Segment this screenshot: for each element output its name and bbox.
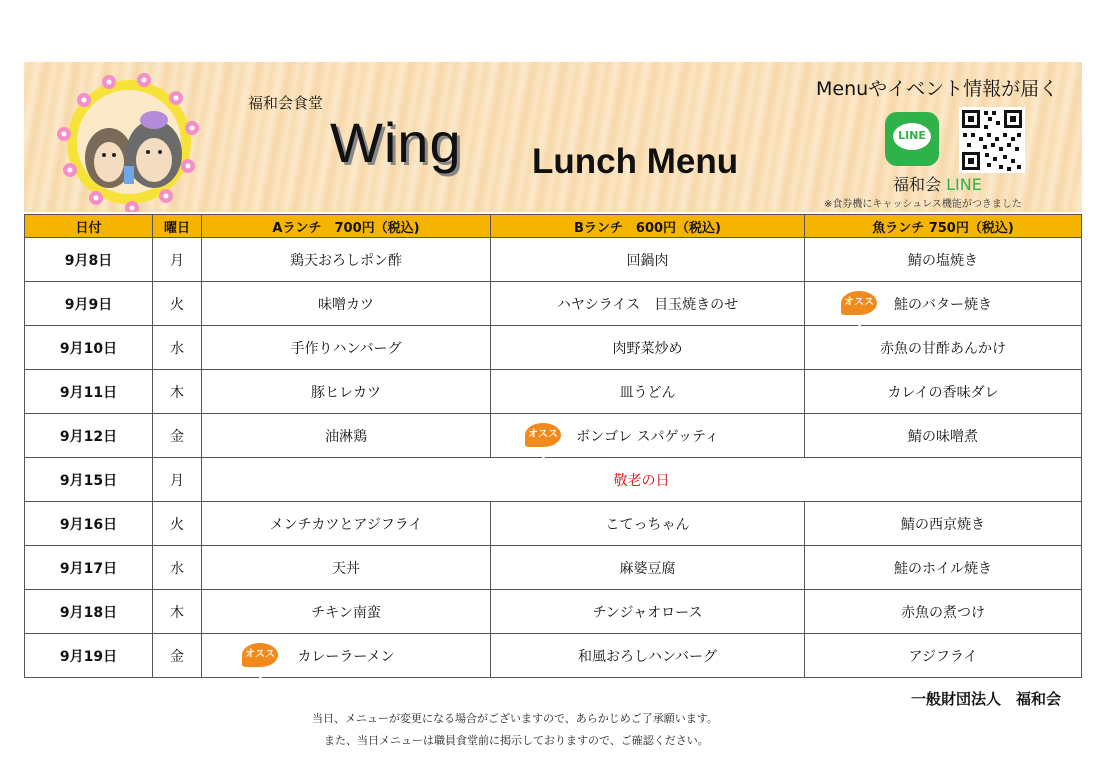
weekday-cell: 木 — [153, 370, 202, 414]
date-cell: 9月18日 — [25, 590, 153, 634]
weekday-cell: 水 — [153, 546, 202, 590]
cashless-note: ※食券機にキャッシュレス機能がつきました — [824, 199, 1022, 210]
fish-lunch-cell: カレイの香味ダレ — [805, 370, 1082, 414]
a-lunch-text: カレーラーメン — [297, 648, 395, 665]
lunch-menu-table — [24, 214, 1082, 684]
footer-note-change: 当日、メニューが変更になる場合がございますので、あらかじめご了承願います。 — [312, 712, 718, 725]
a-lunch-cell: 天丼 — [202, 546, 491, 590]
table-row — [25, 590, 1082, 634]
table-row — [25, 502, 1082, 546]
table-row-holiday — [25, 458, 1082, 502]
header-b-lunch: Bランチ 600円（税込) — [491, 215, 805, 238]
date-cell: 9月9日 — [25, 282, 153, 326]
line-caption — [893, 172, 982, 195]
b-lunch-cell: 回鍋肉 — [491, 238, 805, 282]
table-row — [25, 546, 1082, 590]
b-lunch-cell: ハヤシライス 目玉焼きのせ — [491, 282, 805, 326]
fish-lunch-cell: 鯖の塩焼き — [805, 238, 1082, 282]
b-lunch-cell: 麻婆豆腐 — [491, 546, 805, 590]
b-lunch-cell — [491, 414, 805, 464]
org-name-small: 福和会食堂 — [248, 94, 324, 112]
header-date: 日付 — [25, 215, 153, 238]
header-weekday: 曜日 — [153, 215, 202, 238]
fish-lunch-cell: 赤魚の甘酢あんかけ — [805, 326, 1082, 370]
a-lunch-cell: メンチカツとアジフライ — [202, 502, 491, 546]
fish-lunch-cell: アジフライ — [805, 634, 1082, 678]
date-cell: 9月15日 — [25, 458, 153, 502]
weekday-cell: 金 — [153, 414, 202, 458]
table-header-row — [25, 215, 1082, 238]
b-lunch-cell: こてっちゃん — [491, 502, 805, 546]
table-row — [25, 370, 1082, 414]
fish-lunch-cell: 鯖の味噌煮 — [805, 414, 1082, 458]
a-lunch-cell — [202, 634, 491, 684]
fish-lunch-cell: 鯖の西京焼き — [805, 502, 1082, 546]
b-lunch-cell: 皿うどん — [491, 370, 805, 414]
holiday-cell: 敬老の日 — [202, 458, 1082, 502]
date-cell: 9月8日 — [25, 238, 153, 282]
header-fish-lunch: 魚ランチ 750円（税込) — [805, 215, 1082, 238]
recommend-badge-icon: オススメ — [841, 291, 877, 315]
fish-lunch-cell: 鮭のホイル焼き — [805, 546, 1082, 590]
a-lunch-cell: 手作りハンバーグ — [202, 326, 491, 370]
line-caption-prefix: 福和会 — [893, 175, 947, 194]
qr-code-icon — [959, 107, 1025, 173]
date-cell: 9月16日 — [25, 502, 153, 546]
recommend-badge-icon: オススメ — [525, 423, 561, 447]
fish-lunch-text: 鮭のバター焼き — [894, 296, 992, 313]
a-lunch-cell: 豚ヒレカツ — [202, 370, 491, 414]
footer-note-posting: また、当日メニューは職員食堂前に掲示しておりますので、ご確認ください。 — [324, 734, 709, 747]
a-lunch-cell: 鶏天おろしポン酢 — [202, 238, 491, 282]
b-lunch-cell: チンジャオロース — [491, 590, 805, 634]
weekday-cell: 金 — [153, 634, 202, 678]
fish-lunch-cell — [805, 282, 1082, 332]
weekday-cell: 月 — [153, 458, 202, 502]
hedgehog-wreath-illustration — [54, 70, 204, 212]
date-cell: 9月10日 — [25, 326, 153, 370]
corporation-name: 一般財団法人 福和会 — [911, 690, 1062, 708]
header-banner — [24, 62, 1082, 212]
header-a-lunch: Aランチ 700円（税込) — [202, 215, 491, 238]
date-cell: 9月19日 — [25, 634, 153, 678]
weekday-cell: 月 — [153, 238, 202, 282]
a-lunch-cell: 油淋鶏 — [202, 414, 491, 458]
b-lunch-cell: 和風おろしハンバーグ — [491, 634, 805, 678]
table-row — [25, 326, 1082, 370]
table-row — [25, 414, 1082, 458]
fish-lunch-cell: 赤魚の煮つけ — [805, 590, 1082, 634]
line-caption-line: LINE — [946, 175, 982, 194]
date-cell: 9月12日 — [25, 414, 153, 458]
line-app-icon — [885, 112, 939, 166]
b-lunch-text: ボンゴレ スパゲッティ — [576, 428, 719, 445]
brand-wing: Wing — [330, 111, 462, 174]
weekday-cell: 火 — [153, 502, 202, 546]
weekday-cell: 水 — [153, 326, 202, 370]
date-cell: 9月11日 — [25, 370, 153, 414]
table-row — [25, 282, 1082, 326]
line-icon-label: LINE — [898, 129, 926, 142]
date-cell: 9月17日 — [25, 546, 153, 590]
weekday-cell: 火 — [153, 282, 202, 326]
a-lunch-cell: チキン南蛮 — [202, 590, 491, 634]
b-lunch-cell: 肉野菜炒め — [491, 326, 805, 370]
table-row — [25, 238, 1082, 282]
weekday-cell: 木 — [153, 590, 202, 634]
menu-info-text: Menuやイベント情報が届く — [816, 78, 1059, 100]
a-lunch-cell: 味噌カツ — [202, 282, 491, 326]
lunch-menu-title: Lunch Menu — [532, 142, 739, 181]
table-row — [25, 634, 1082, 678]
recommend-badge-icon: オススメ — [242, 643, 278, 667]
